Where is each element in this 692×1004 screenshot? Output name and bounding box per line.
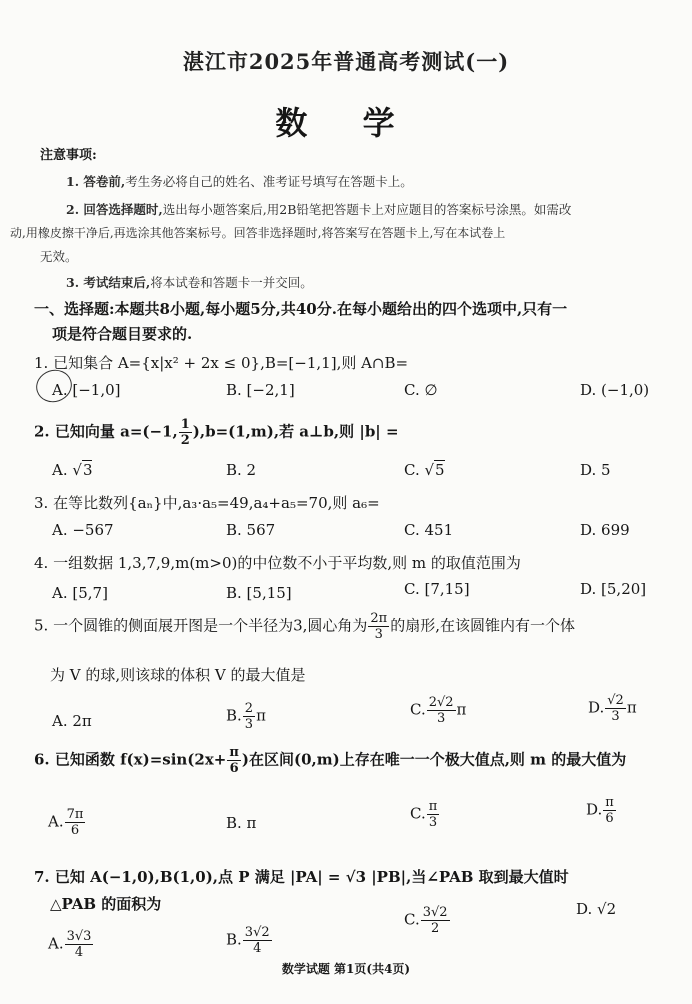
q7-option-c: C. $\frac{3√2}{2}$ [404,905,448,936]
q1-option-b: B. [−2,1] [226,381,295,399]
question-4-stem: 4. 一组数据 1,3,7,9,m(m>0)的中位数不小于平均数,则 m 的取值范围为 [34,554,521,572]
q6-option-b: B. π [226,814,257,832]
q2-option-b: B. 2 [226,461,257,479]
notice-item-3: 3. 考试结束后,将本试卷和答题卡一并交回。 [66,275,313,290]
q7-option-d: D. √2 [576,900,617,918]
question-7-stem-cont: △PAB 的面积为 [50,895,162,913]
q5-option-c: C. $\frac{2√2}{3}$ π [410,695,467,726]
q2-option-d: D. 5 [580,461,611,479]
q2-option-a: A. √3 [52,461,93,479]
notice-heading: 注意事项: [40,148,97,163]
q3-option-d: D. 699 [580,521,630,539]
q3-option-a: A. −567 [52,521,114,539]
fraction: $\frac{\pi}{6}$ [229,745,239,776]
question-1-stem: 1. 已知集合 A={x|x² + 2x ≤ 0},B=[−1,1],则 A∩B= [34,354,409,372]
question-2-stem: 2. 已知向量 a=(−1, $\frac{1}{2}$ ),b=(1,m),若 a⊥b,则 |b| = [34,417,399,448]
q5-option-b: B. $\frac{2}{3}$ π [226,701,266,732]
q6-option-c: C. $\frac{\pi}{3}$ [410,799,438,830]
page-footer: 数学试题 第1页(共4页) [281,962,411,976]
section-1-heading-cont: 项是符合题目要求的. [52,325,193,343]
notice-item-1: 1. 答卷前,考生务必将自己的姓名、准考证号填写在答题卡上。 [66,174,413,189]
q3-option-c: C. 451 [404,521,454,539]
section-1-heading: 一、选择题:本题共8小题,每小题5分,共40分.在每小题给出的四个选项中,只有一 [34,300,568,318]
exam-title: 湛江市2025年普通高考测试(一) [182,49,510,74]
q7-option-b: B. $\frac{3√2}{4}$ [226,925,270,956]
q5-option-d: D. $\frac{√2}{3}$ π [588,693,637,724]
q4-option-a: A. [5,7] [52,584,108,602]
q5-option-a: A. 2π [52,712,92,730]
fraction: $\frac{2\pi}{3}$ [370,611,388,642]
notice-item-2-end: 无效。 [40,249,78,264]
question-5-stem: 5. 一个圆锥的侧面展开图是一个半径为3,圆心角为 $\frac{2\pi}{3}$ 的扇形,在该圆锥内有一个体 [34,611,576,642]
question-5-stem-cont: 为 V 的球,则该球的体积 V 的最大值是 [50,666,306,684]
q2-option-c: C. √5 [404,461,445,479]
question-7-stem: 7. 已知 A(−1,0),B(1,0),点 P 满足 |PA| = √3 |PB|,当∠PAB 取到最大值时 [34,868,569,886]
subject-heading: 数 学 [275,104,417,142]
notice-item-2-cont: 动,用橡皮擦干净后,再选涂其他答案标号。回答非选择题时,将答案写在答题卡上,写在本试卷上 [10,226,506,240]
question-6-stem: 6. 已知函数 f(x)=sin(2x+ $\frac{\pi}{6}$ )在区间(0,m)上存在唯一一个极大值点,则 m 的最大值为 [34,745,627,776]
q1-option-a: A. [−1,0] [52,381,121,399]
q6-option-a: A. $\frac{7\pi}{6}$ [48,807,84,838]
q1-option-d: D. (−1,0) [580,381,650,399]
question-3-stem: 3. 在等比数列{aₙ}中,a₃·a₅=49,a₄+a₅=70,则 a₆= [34,494,380,512]
q6-option-d: D. $\frac{\pi}{6}$ [586,795,614,826]
q4-option-d: D. [5,20] [580,580,647,598]
q7-option-a: A. $\frac{3√3}{4}$ [48,929,92,960]
q4-option-b: B. [5,15] [226,584,292,602]
q4-option-c: C. [7,15] [404,580,470,598]
q3-option-b: B. 567 [226,521,276,539]
fraction: $\frac{1}{2}$ [180,417,190,448]
notice-item-2: 2. 回答选择题时,选出每小题答案后,用2B铅笔把答题卡上对应题目的答案标号涂黑。如需改 [66,202,572,217]
q1-option-c: C. ∅ [404,381,438,399]
